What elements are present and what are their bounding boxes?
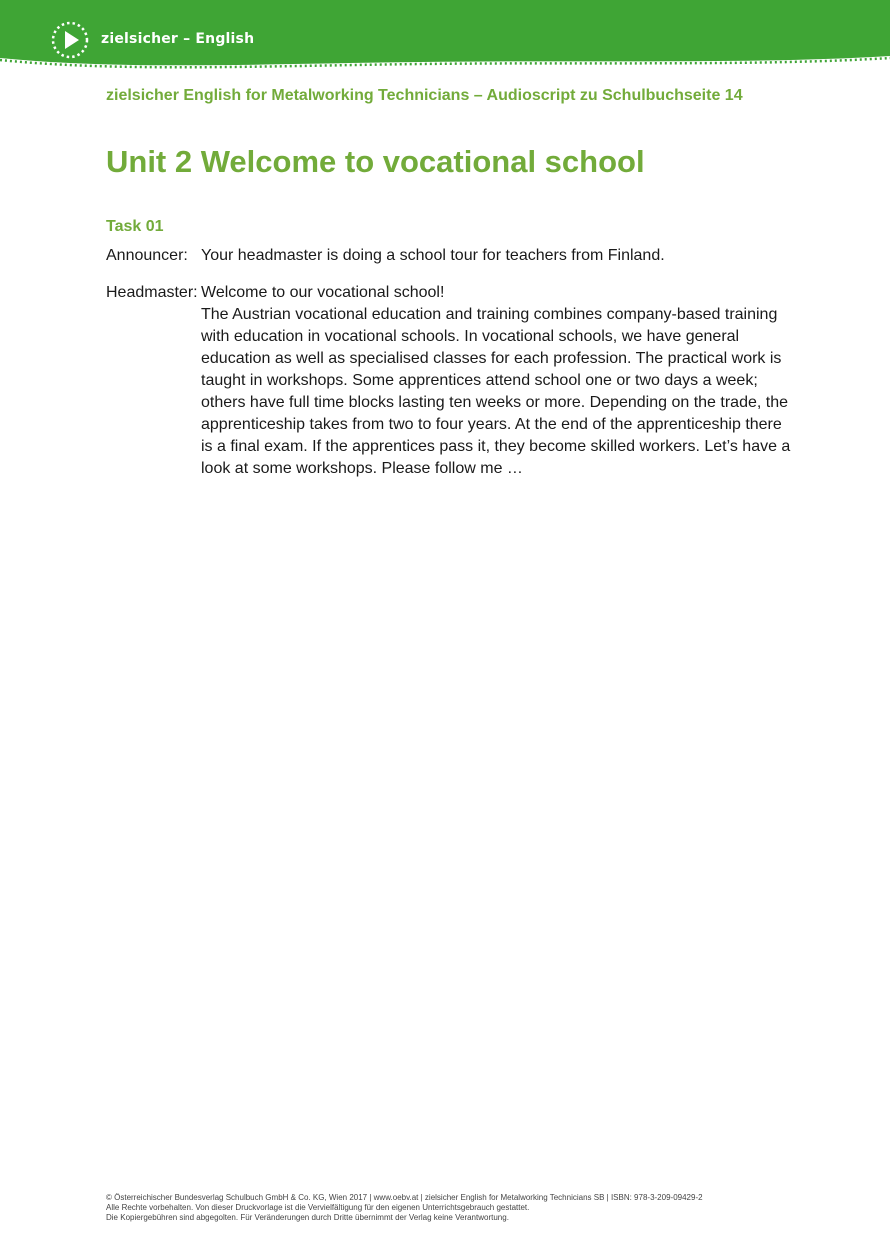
header-banner	[0, 0, 890, 80]
brand-wordmark: zielsicher – English	[101, 31, 255, 47]
footer-copyright: © Österreichischer Bundesverlag Schulbuch GmbH & Co. KG, Wien 2017 | www.oebv.at | zielsicher English for Metalworking Technicians SB | ISBN: 978-3-209-09429-2	[106, 1193, 703, 1202]
footer	[106, 1193, 796, 1223]
dialogue-line: The Austrian vocational education and training combines company-based training with education in vocational schools. In vocational schools, we have general education as well as specialised classes for each profession. The practical work is taught in workshops. Some apprentices attend school one or two days a week; others have full time blocks lasting ten weeks or more. Depending on the trade, the apprenticeship takes from two to four years. At the end of the apprenticeship there is a final exam. If the apprentices pass it, they become skilled workers. Let’s have a look at some workshops. Please follow me …	[201, 306, 791, 477]
footer-rights: Alle Rechte vorbehalten. Von dieser Druckvorlage ist die Vervielfältigung für den eigenen Unterrichtsgebrauch gestattet.	[106, 1203, 530, 1212]
document-subtitle: zielsicher English for Metalworking Technicians – Audioscript zu Schulbuchseite 14	[106, 87, 743, 104]
dialogue-line: Welcome to our vocational school!	[201, 284, 445, 301]
task-label: Task 01	[106, 218, 164, 235]
footer-fees: Die Kopiergebühren sind abgegolten. Für Veränderungen durch Dritte übernimmt der Verlag keine Verantwortung.	[106, 1213, 509, 1222]
page-title: Unit 2 Welcome to vocational school	[106, 144, 645, 179]
dialogue-line: Your headmaster is doing a school tour for teachers from Finland.	[201, 247, 665, 264]
speaker-label: Headmaster:	[106, 284, 198, 301]
play-icon	[50, 20, 90, 60]
dialogue-text	[201, 245, 791, 267]
speaker-label: Announcer:	[106, 247, 188, 264]
dialogue-text	[201, 282, 791, 480]
